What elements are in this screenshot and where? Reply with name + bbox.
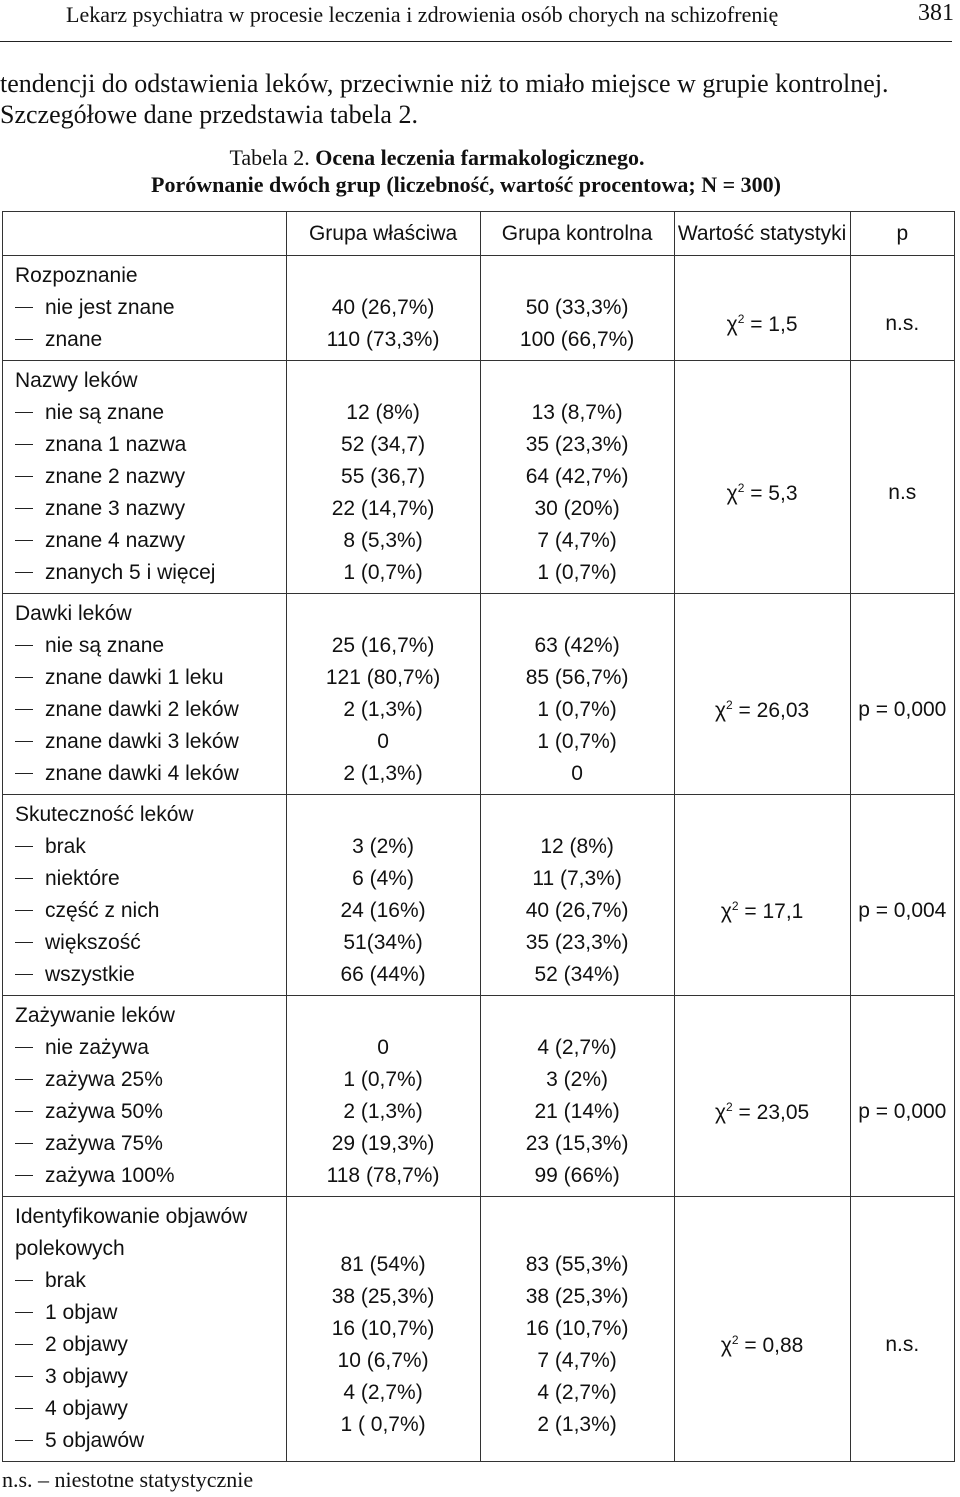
list-item: znane [15,324,286,356]
table-row [3,361,955,594]
p-value: p = 0,000 [850,594,954,795]
list-item: zażywa 25% [15,1064,286,1096]
list-item: nie są znane [15,630,286,662]
control-values: 12 (8%) 11 (7,3%) 40 (26,7%) 35 (23,3%) 52 (34%) [480,795,674,996]
statistic-value: $\chi^2 = 0,88$ [674,1197,850,1462]
category-cell [3,256,287,361]
category-cell [3,361,287,594]
header-cell [3,212,287,256]
control-values: 13 (8,7%) 35 (23,3%) 64 (42,7%) 30 (20%) 7 (4,7%) 1 (0,7%) [480,361,674,594]
group-values: 40 (26,7%) 110 (73,3%) [286,256,480,361]
table-caption [0,145,917,171]
group-values: 12 (8%) 52 (34,7) 55 (36,7) 22 (14,7%) 8 (5,3%) 1 (0,7%) [286,361,480,594]
footnote: n.s. – niestotne statystycznie [2,1467,254,1492]
statistic-value: $\chi^2 = 1,5$ [674,256,850,361]
p-value: n.s. [850,256,954,361]
list-item: znane 2 nazwy [15,461,286,493]
table-title: Ocena leczenia farmakologicznego. [315,145,645,170]
p-value: p = 0,000 [850,996,954,1197]
page-number: 381 [918,0,954,26]
category-cell [3,1197,287,1462]
statistic-value: $\chi^2 = 23,05$ [674,996,850,1197]
list-item: zażywa 50% [15,1096,286,1128]
statistic-value: $\chi^2 = 26,03$ [674,594,850,795]
group-values: 3 (2%) 6 (4%) 24 (16%) 51(34%) 66 (44%) [286,795,480,996]
table-row [3,256,955,361]
table-subtitle: Porównanie dwóch grup (liczebność, wartość procentowa; N = 300) [151,172,781,197]
list-item: zażywa 75% [15,1128,286,1160]
p-value: n.s. [850,1197,954,1462]
table-row [3,1197,955,1462]
list-item: nie jest znane [15,292,286,324]
group-values: 25 (16,7%) 121 (80,7%) 2 (1,3%) 0 2 (1,3%) [286,594,480,795]
list-item: znane dawki 3 leków [15,726,286,758]
list-item: 1 objaw [15,1297,286,1329]
list-item: część z nich [15,895,286,927]
header-cell: p [850,212,954,256]
header-cell: Grupa właściwa [286,212,480,256]
control-values: 63 (42%) 85 (56,7%) 1 (0,7%) 1 (0,7%) 0 [480,594,674,795]
list-item: nie zażywa [15,1032,286,1064]
data-table [2,211,955,1462]
table-label: Tabela 2. [229,145,310,170]
list-item: nie są znane [15,397,286,429]
statistic-value: $\chi^2 = 5,3$ [674,361,850,594]
p-value: p = 0,004 [850,795,954,996]
category-cell [3,996,287,1197]
category-title: Rozpoznanie [15,264,138,287]
group-values: 0 1 (0,7%) 2 (1,3%) 29 (19,3%) 118 (78,7%) [286,996,480,1197]
list-item: 5 objawów [15,1425,286,1457]
list-item: 2 objawy [15,1329,286,1361]
dash-marker [15,324,45,356]
list-item: znane dawki 4 leków [15,758,286,790]
p-value: n.s [850,361,954,594]
list-item: znane dawki 1 leku [15,662,286,694]
dash-marker [15,292,45,324]
list-item: brak [15,1265,286,1297]
list-item: brak [15,831,286,863]
page-header [0,0,960,42]
list-item: znane dawki 2 leków [15,694,286,726]
list-item: wszystkie [15,959,286,991]
category-title: Skuteczność leków [15,803,194,826]
group-values: 81 (54%) 38 (25,3%) 16 (10,7%) 10 (6,7%) 4 (2,7%) 1 ( 0,7%) [286,1197,480,1462]
category-title: Identyfikowanie objawów [15,1205,248,1228]
list-item: niektóre [15,863,286,895]
control-values: 4 (2,7%) 3 (2%) 21 (14%) 23 (15,3%) 99 (66%) [480,996,674,1197]
list-item: 3 objawy [15,1361,286,1393]
list-item: znana 1 nazwa [15,429,286,461]
running-title: Lekarz psychiatra w procesie leczenia i zdrowienia osób chorych na schizofrenię [66,2,779,27]
category-title: Nazwy leków [15,369,138,392]
category-title-continued: polekowych [15,1237,125,1260]
header-cell: Wartość statystyki [674,212,850,256]
header-row [3,212,955,256]
control-values: 83 (55,3%) 38 (25,3%) 16 (10,7%) 7 (4,7%) 4 (2,7%) 2 (1,3%) [480,1197,674,1462]
category-title: Dawki leków [15,602,132,625]
category-cell [3,795,287,996]
table-row [3,996,955,1197]
list-item: zażywa 100% [15,1160,286,1192]
table-row [3,795,955,996]
list-item: większość [15,927,286,959]
statistic-value: $\chi^2 = 17,1$ [674,795,850,996]
list-item: znane 4 nazwy [15,525,286,557]
list-item: 4 objawy [15,1393,286,1425]
intro-paragraph: tendencji do odstawienia leków, przeciwnie niż to miało miejsce w grupie kontrolnej. Szczegółowe dane przedstawia tabela 2. [0,69,889,129]
header-cell: Grupa kontrolna [480,212,674,256]
category-cell [3,594,287,795]
category-title: Zażywanie leków [15,1004,175,1027]
list-item: znane 3 nazwy [15,493,286,525]
header-rule [0,41,952,42]
control-values: 50 (33,3%) 100 (66,7%) [480,256,674,361]
list-item: znanych 5 i więcej [15,557,286,589]
table-row [3,594,955,795]
